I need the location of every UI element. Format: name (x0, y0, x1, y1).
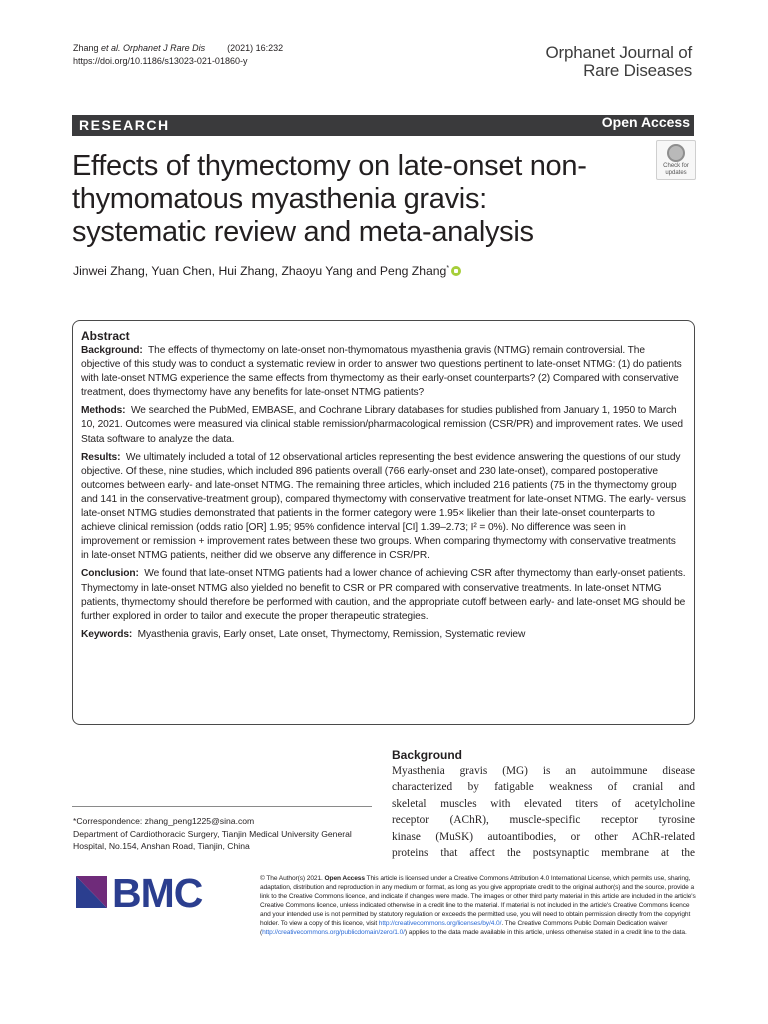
abstract-results (81, 451, 686, 564)
abstract-conclusion (81, 567, 686, 623)
license-open-access: Open Access (324, 875, 365, 882)
journal-line-1: Orphanet Journal of (545, 43, 692, 62)
background-text: The effects of thymectomy on late-onset non-thymomatous myasthenia gravis (NTMG) remain controversial. The objective of this study was to conduct a systematic review in order to answer two questions pertinent to late-onset NTMG: (1) do patients with late-onset NTMG experience the same effects from thymectomy as their early-onset counterparts? (2) Compared with conservative treatment, does thymectomy have any benefits for late-onset NTMG patients? (81, 345, 682, 399)
abstract-background (81, 344, 686, 400)
updates-label: Check for updates (663, 163, 689, 176)
bmc-logo-triangle-purple (76, 876, 107, 908)
doi-link[interactable]: https://doi.org/10.1186/s13023-021-01860-y (73, 56, 248, 66)
abstract-methods (81, 404, 686, 446)
citation-authors: Zhang (73, 43, 102, 53)
license-link-cc-by[interactable]: http://creativecommons.org/licenses/by/4.0/ (378, 920, 502, 927)
results-text: We ultimately included a total of 12 observational articles representing the best evidence answering the questions of our study objective. Of these, nine studies, which included 896 patients overall (766 early-onset and 230 late-onset), compared postoperative outcomes between early- and late-onset NTMG. The remaining three articles, which included 216 patients (75 in the thymectomy group and 141 in the conservative-treatment group), compared thymectomy with conservative treatment for late-onset NTMG. The early- versus late-onset NTMG studies demonstrated that patients in the former category were 1.95× likelier than their late-onset counterparts to achieve clinical remission (odds ratio [OR] 1.95; 95% confidence interval [CI] 1.39–2.73; I² = 0%). No difference was seen in improvement or remission + improvement rates between these two groups. When comparing thymectomy with conservative treatments in late-onset NTMG patients, neither did we observe any difference in CSR/PR. (81, 451, 686, 562)
check-for-updates-badge[interactable] (656, 140, 696, 180)
license-body-3: ) applies to the data made available in this article, unless otherwise stated in a credit line to the data. (404, 929, 687, 936)
background-heading: Background (392, 748, 463, 762)
abstract-heading: Abstract (81, 329, 130, 343)
orcid-icon[interactable] (451, 266, 461, 276)
background-line: receptor (AChR), muscle-specific receptor tyrosine (392, 814, 695, 827)
open-access-label: Open Access (601, 114, 690, 130)
correspondence-affiliation: Department of Cardiothoracic Surgery, Tianjin Medical University General (73, 828, 352, 839)
keywords-label: Keywords: (81, 628, 133, 640)
license-link-cc0[interactable]: http://creativecommons.org/publicdomain/zero/1.0/ (262, 929, 405, 936)
background-line: proteins that affect the postsynaptic membrane at the (392, 847, 695, 860)
bmc-logo-mark (76, 876, 107, 908)
background-line: Myasthenia gravis (MG) is an autoimmune disease (392, 765, 695, 777)
abstract-keywords (81, 628, 686, 642)
license-text (260, 874, 697, 937)
section-label: RESEARCH (79, 117, 170, 133)
results-label: Results: (81, 451, 121, 463)
correspondence-email: *Correspondence: zhang_peng1225@sina.com (73, 816, 255, 826)
section-band (72, 115, 694, 136)
keywords-text: Myasthenia gravis, Early onset, Late onset, Thymectomy, Remission, Systematic review (137, 628, 526, 640)
license-body-2: . The Creative Commons Public Domain Dedication waiver ( (260, 920, 668, 936)
background-section (392, 748, 695, 861)
methods-text: We searched the PubMed, EMBASE, and Cochrane Library databases for studies published from January 1, 1950 to March 10, 2021. Outcomes were measured via clinical stable remission/pharmacological remission (CSR/PR) and improvement rates. We used Stata software to analyze the data. (81, 405, 683, 445)
license-copyright: © The Author(s) 2021. (260, 875, 323, 882)
background-line: skeletal muscles with elevated titers of acetylcholine (392, 797, 695, 810)
correspondence-note (73, 815, 373, 853)
conclusion-label: Conclusion: (81, 568, 139, 580)
background-line: characterized by fatigable weakness of cranial and (392, 781, 695, 794)
article-title: Effects of thymectomy on late-onset non-thymomatous myasthenia gravis: systematic review and meta-analysis (72, 150, 587, 248)
background-label: Background: (81, 345, 143, 356)
journal-name (546, 44, 692, 80)
conclusion-text: We found that late-onset NTMG patients had a lower chance of achieving CSR after thymectomy than early-onset patients. Thymectomy in late-onset NTMG also yielded no benefit to CSR or PR compared with conservative treatments. In late-onset NTMG patients, thymectomy should therefore be performed with caution, and the appropriate cutoff between early- and late-onset MG should be further explored in order to tailor and execute the proper therapeutic strategies. (81, 568, 686, 622)
citation-line (73, 42, 283, 55)
author-list (73, 264, 461, 278)
author-names: Jinwei Zhang, Yuan Chen, Hui Zhang, Zhaoyu Yang and Peng Zhang (73, 264, 447, 278)
background-line: kinase (MuSK) autoantibodies, or other AChR-related (392, 830, 695, 843)
corresponding-mark: * (446, 264, 450, 272)
license-body: This article is licensed under a Creative Commons Attribution 4.0 International License, which permits use, sharing, adaptation, distribution and reproduction in any medium or format, as long as you give appropriate credit to the original author(s) and the source, provide a link to the Creative Commons licence, and indicate if changes were made. The images or other third party material in this article are included in the article's Creative Commons licence, unless indicated otherwise in a credit line to the material. If material is not included in the article's Creative Commons licence and your intended use is not permitted by statutory regulation or exceeds the permitted use, you will need to obtain permission directly from the copyright holder. To view a copy of this licence, visit (260, 875, 696, 927)
journal-line-2: Rare Diseases (583, 61, 692, 80)
correspondence-address: Hospital, No.154, Anshan Road, Tianjin, China (73, 841, 250, 851)
footnote-divider (72, 806, 372, 807)
updates-icon (667, 144, 685, 162)
citation-volume: (2021) 16:232 (227, 43, 284, 53)
citation-journal: et al. Orphanet J Rare Dis (101, 43, 206, 53)
citation-header (73, 42, 283, 68)
abstract-box (72, 320, 695, 725)
bmc-logo-text: BMC (112, 870, 203, 916)
methods-label: Methods: (81, 405, 126, 417)
